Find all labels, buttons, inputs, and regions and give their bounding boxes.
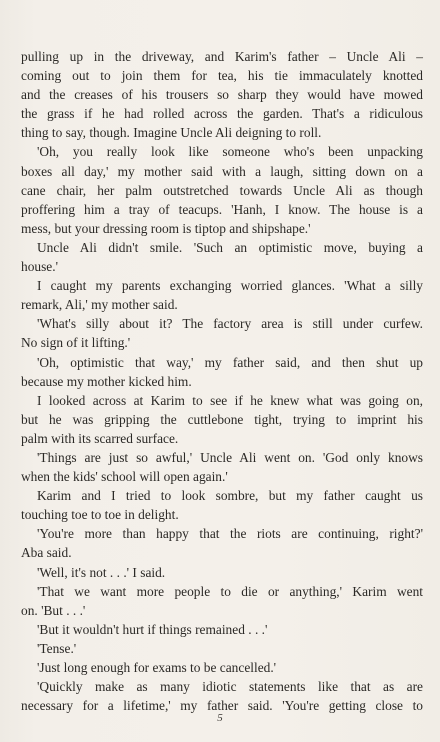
text-line: house.': [21, 259, 59, 275]
text-line: on. 'But . . .': [21, 602, 86, 618]
text-line: the grass if he had rolled across the garden. That's a ridiculous: [21, 106, 423, 122]
body-text: [21, 47, 423, 715]
text-line: mess, but your dressing room is tiptop and shipshape.': [21, 220, 311, 236]
text-line: No sign of it lifting.': [21, 335, 131, 351]
text-line: but he was gripping the cuttlebone tight, trying to imprint his: [21, 411, 423, 427]
text-line: proffering him a tray of teacups. 'Hanh, I know. The house is a: [21, 201, 423, 217]
text-line: 'Oh, you really look like someone who's been unpacking: [37, 144, 423, 160]
text-line: 'You're more than happy that the riots are continuing, right?': [37, 526, 423, 542]
text-line: touching toe to toe in delight.: [21, 507, 179, 523]
text-line: cane chair, her palm outstretched towards Uncle Ali as though: [21, 182, 423, 198]
page-number: 5: [217, 712, 223, 724]
text-line: thing to say, though. Imagine Uncle Ali deigning to roll.: [21, 125, 322, 141]
text-line: because my mother kicked him.: [21, 373, 192, 389]
text-line: palm with its scarred surface.: [21, 430, 179, 446]
text-line: remark, Ali,' my mother said.: [21, 297, 178, 313]
text-line: boxes all day,' my mother said with a laugh, sitting down on a: [21, 163, 423, 179]
text-line: Uncle Ali didn't smile. 'Such an optimistic move, buying a: [37, 239, 423, 255]
text-line: 'Things are just so awful,' Uncle Ali went on. 'God only knows: [37, 449, 423, 465]
text-line: 'What's silly about it? The factory area is still under curfew.: [37, 316, 423, 332]
text-line: necessary for a lifetime,' my father said. 'You're getting close to: [21, 698, 423, 714]
text-line: 'That we want more people to die or anything,' Karim went: [37, 583, 423, 599]
text-line: 'Oh, optimistic that way,' my father said, and then shut up: [37, 354, 423, 370]
text-line: I looked across at Karim to see if he knew what was going on,: [37, 392, 423, 408]
text-line: 'Just long enough for exams to be cancelled.': [37, 660, 277, 675]
text-line: coming out to join them for tea, his tie immaculately knotted: [21, 68, 423, 84]
text-line: 'Well, it's not . . .' I said.: [37, 564, 166, 580]
text-line: when the kids' school will open again.': [21, 469, 228, 485]
text-line: pulling up in the driveway, and Karim's father – Uncle Ali –: [21, 49, 423, 64]
text-line: Aba said.: [21, 545, 72, 561]
text-line: Karim and I tried to look sombre, but my father caught us: [37, 488, 423, 504]
text-line: and the creases of his trousers so sharp they would have mowed: [21, 87, 423, 103]
text-line: I caught my parents exchanging worried glances. 'What a silly: [37, 278, 423, 294]
text-line: 'Tense.': [37, 640, 77, 656]
text-line: 'But it wouldn't hurt if things remained . . .': [37, 621, 268, 637]
text-line: 'Quickly make as many idiotic statements like that as are: [37, 679, 423, 695]
